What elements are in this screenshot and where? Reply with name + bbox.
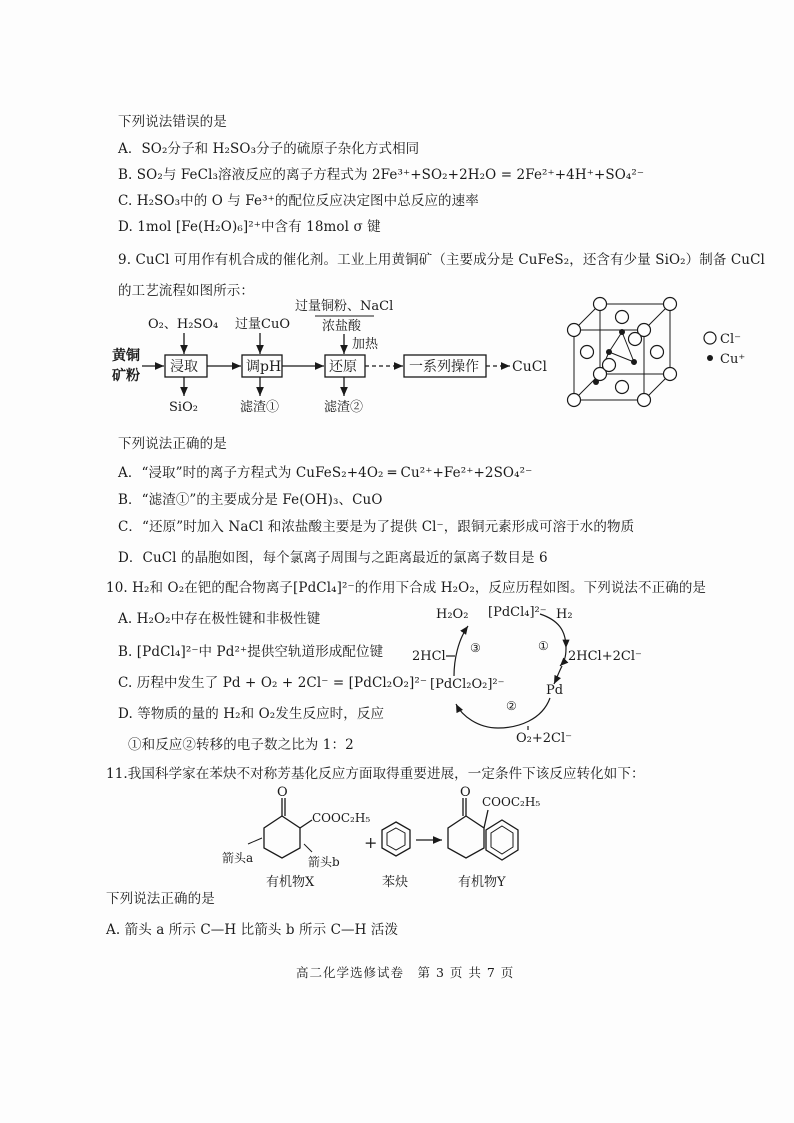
reagent-2: 过量CuO xyxy=(235,317,290,332)
residue-2: 滤渣② xyxy=(324,400,364,415)
cycle-h2: H₂ xyxy=(556,607,573,622)
heat-label: 加热 xyxy=(352,337,379,352)
q11-sub-stem: 下列说法正确的是 xyxy=(106,891,215,907)
reaction-cycle-diagram xyxy=(398,600,658,746)
y-ester: COOC₂H₅ xyxy=(482,795,541,809)
x-ester: COOC₂H₅ xyxy=(312,811,371,825)
label-x: 有机物X xyxy=(266,875,315,890)
residue-sio2: SiO₂ xyxy=(169,400,198,415)
q9-stem-line2: 的工艺流程如图所示： xyxy=(118,283,254,299)
q9-stem-line1: 9. CuCl 可用作有机合成的催化剂。工业上用黄铜矿（主要成分是 CuFeS₂，还含有少量 SiO₂）制备 CuCl xyxy=(118,252,765,268)
cycle-h2o2: H₂O₂ xyxy=(436,607,469,622)
residue-1: 滤渣① xyxy=(240,400,280,415)
cycle-right: 2HCl+2Cl⁻ xyxy=(568,649,642,664)
reaction-scheme-figure xyxy=(220,782,560,890)
cycle-pdcl2o2: [PdCl₂O₂]²⁻ xyxy=(430,677,505,692)
q8-option-b: B. SO₂与 FeCl₃溶液反应的离子方程式为 2Fe³⁺+SO₂+2H₂O = 2Fe²⁺+4H⁺+SO₄²⁻ xyxy=(118,167,645,183)
reagent-1: O₂、H₂SO₄ xyxy=(148,317,219,332)
x-oxygen: O xyxy=(277,785,288,800)
step-leach-label: 浸取 xyxy=(170,359,198,375)
arrow-b-label: 箭头b xyxy=(308,855,340,869)
page-footer: 高二化学选修试卷 第 3 页 共 7 页 xyxy=(296,965,515,980)
feed-label-2: 矿粉 xyxy=(112,368,140,384)
product-cucl: CuCl xyxy=(512,359,547,375)
cycle-pdcl4: [PdCl₄]²⁻ xyxy=(488,605,547,620)
q10-option-d-line2: ①和反应②转移的电子数之比为 1：2 xyxy=(128,737,354,753)
q10-option-a: A. H₂O₂中存在极性键和非极性键 xyxy=(118,611,321,627)
label-benzyne: 苯炔 xyxy=(382,875,409,890)
q10-option-c: C. 历程中发生了 Pd + O₂ + 2Cl⁻ = [PdCl₂O₂]²⁻ xyxy=(118,675,428,691)
reagent-3b: 浓盐酸 xyxy=(322,319,362,334)
process-flow-diagram xyxy=(112,296,552,416)
q8-option-a: A．SO₂分子和 H₂SO₃分子的硫原子杂化方式相同 xyxy=(118,141,420,157)
arrow-a-label: 箭头a xyxy=(222,851,254,865)
step-reduce-label: 还原 xyxy=(329,359,357,375)
q8-stem: 下列说法错误的是 xyxy=(118,114,227,130)
q8-option-c: C. H₂SO₃中的 O 与 Fe³⁺的配位反应决定图中总反应的速率 xyxy=(118,193,479,209)
legend-cu: Cu⁺ xyxy=(720,352,746,367)
q9-option-c: C．“还原”时加入 NaCl 和浓盐酸主要是为了提供 Cl⁻，跟铜元素形成可溶于水的物质 xyxy=(118,519,635,535)
y-oxygen: O xyxy=(460,785,471,800)
q11-stem: 11.我国科学家在苯炔不对称芳基化反应方面取得重要进展，一定条件下该反应转化如下： xyxy=(106,766,645,782)
feed-label-1: 黄铜 xyxy=(112,348,140,364)
q10-option-b: B. [PdCl₄]²⁻中 Pd²⁺提供空轨道形成配位键 xyxy=(118,644,384,660)
q10-stem: 10. H₂和 O₂在钯的配合物离子[PdCl₄]²⁻的作用下合成 H₂O₂，反应历程如图。下列说法不正确的是 xyxy=(106,580,707,596)
q9-option-b: B．“滤渣①”的主要成分是 Fe(OH)₃、CuO xyxy=(118,492,383,508)
q9-option-a: A．“浸取”时的离子方程式为 CuFeS₂+4O₂ ═ Cu²⁺+Fe²⁺+2SO₄²⁻ xyxy=(118,465,533,481)
cucl-unit-cell-figure xyxy=(562,292,762,418)
label-y: 有机物Y xyxy=(458,875,506,890)
cycle-pd: Pd xyxy=(546,683,564,698)
step-series-label: 一系列操作 xyxy=(409,359,479,375)
q8-option-d: D. 1mol [Fe(H₂O)₆]²⁺中含有 18mol σ 键 xyxy=(118,219,381,235)
cycle-step-3: ③ xyxy=(470,641,481,655)
cycle-step-2: ② xyxy=(506,699,517,713)
reagent-3a: 过量铜粉、NaCl xyxy=(295,299,394,314)
q10-option-d-line1: D. 等物质的量的 H₂和 O₂发生反应时，反应 xyxy=(118,706,385,722)
plus-sign: + xyxy=(364,833,378,852)
q9-sub-stem: 下列说法正确的是 xyxy=(118,436,227,452)
q11-option-a: A. 箭头 a 所示 C—H 比箭头 b 所示 C—H 活泼 xyxy=(106,922,399,938)
cycle-step-1: ① xyxy=(538,639,549,653)
step-ph-label: 调pH xyxy=(246,359,282,375)
legend-cl: Cl⁻ xyxy=(720,332,741,347)
cycle-bottom: O₂+2Cl⁻ xyxy=(516,731,572,746)
cycle-2hcl: 2HCl xyxy=(412,649,446,664)
q9-option-d: D．CuCl 的晶胞如图，每个氯离子周围与之距离最近的氯离子数目是 6 xyxy=(118,550,548,566)
